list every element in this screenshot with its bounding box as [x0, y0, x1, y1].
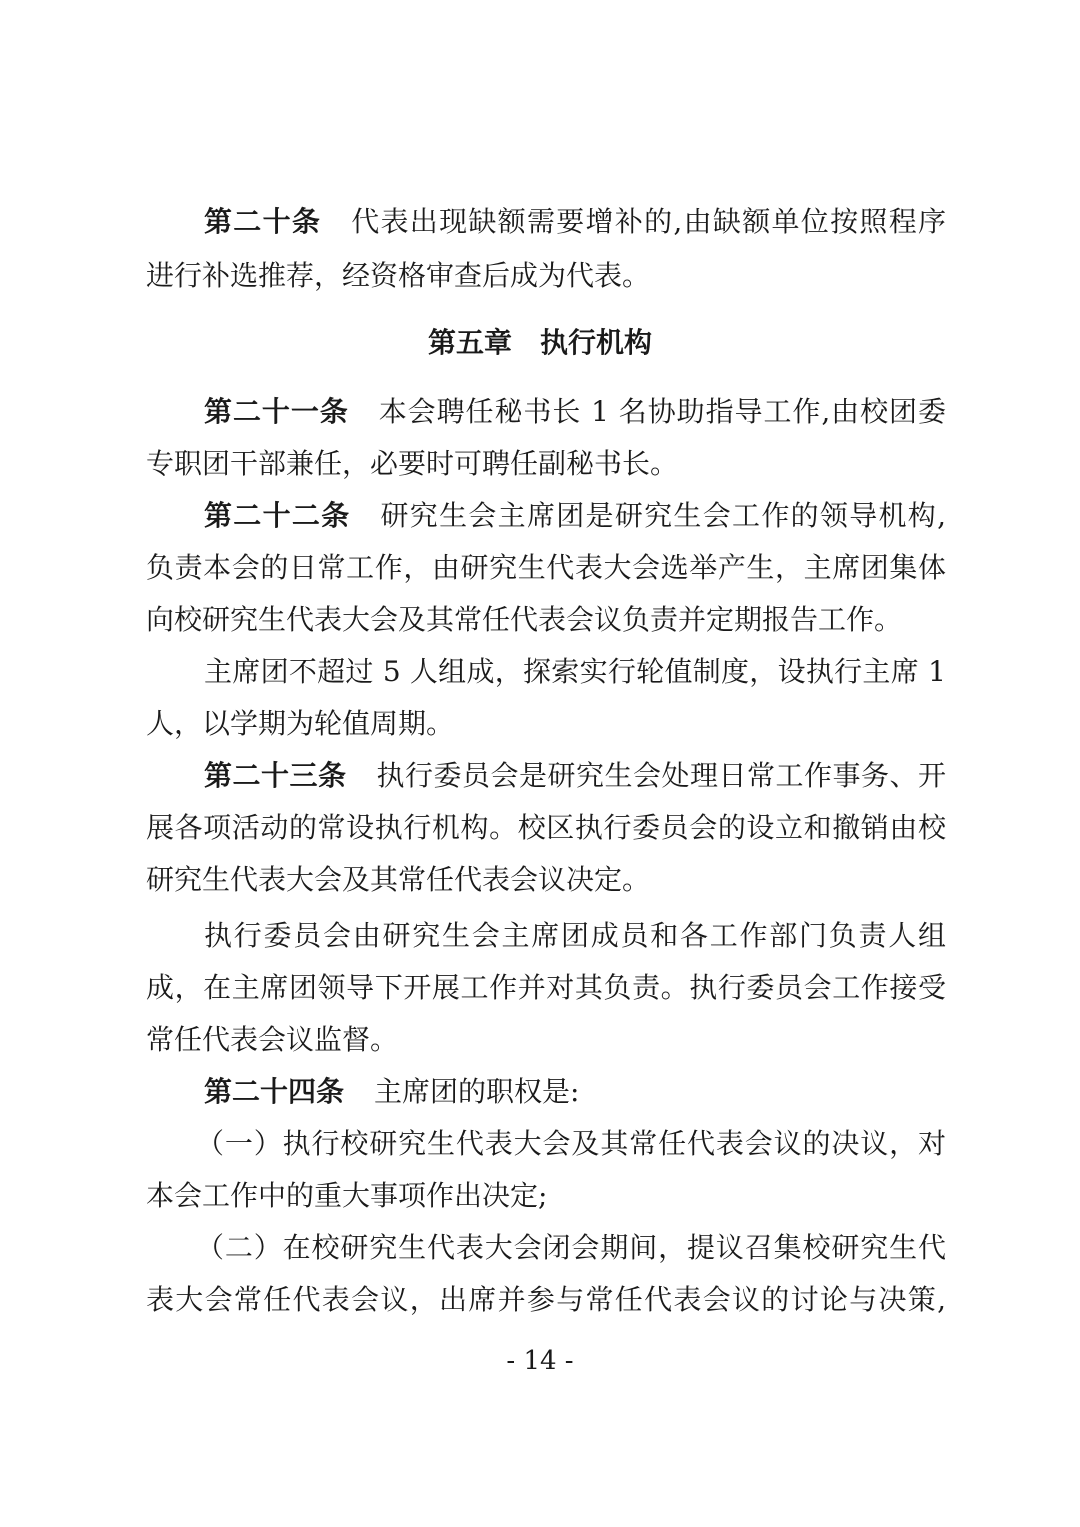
article-24-item-1-line-2: 本会工作中的重大事项作出决定;	[146, 1179, 548, 1212]
article-20-line-1	[204, 197, 946, 247]
article-23-line-2: 展各项活动的常设执行机构。校区执行委员会的设立和撤销由校	[146, 811, 946, 844]
article-23-line-3: 研究生代表大会及其常任代表会议决定。	[146, 863, 651, 896]
article-20-line-2: 进行补选推荐，经资格审查后成为代表。	[146, 259, 651, 292]
chapter-title: 执行机构	[540, 326, 653, 359]
article-22-line-1	[204, 491, 946, 541]
page-number: - 14 -	[506, 1346, 574, 1376]
article-21-line-2: 专职团干部兼任，必要时可聘任副秘书长。	[146, 447, 679, 480]
article-24-item-1-line-1: （一）执行校研究生代表大会及其常任代表会议的决议，对	[196, 1127, 946, 1160]
article-22-line-3: 向校研究生代表大会及其常任代表会议负责并定期报告工作。	[146, 603, 903, 636]
article-22-line-2: 负责本会的日常工作，由研究生代表大会选举产生，主席团集体	[146, 551, 946, 584]
article-24-text-1: 主席团的职权是:	[374, 1075, 580, 1108]
article-24-item-2-line-2: 表大会常任代表会议，出席并参与常任代表会议的讨论与决策,	[146, 1283, 946, 1316]
article-23-para-2-line-3: 常任代表会议监督。	[146, 1023, 399, 1056]
article-23-para-2-line-1: 执行委员会由研究生会主席团成员和各工作部门负责人组	[204, 919, 946, 952]
chapter-number: 第五章	[427, 326, 512, 359]
article-23-number: 第二十三条	[204, 759, 347, 792]
article-23-line-1	[204, 751, 946, 801]
article-23-text-1: 执行委员会是研究生会处理日常工作事务、开	[376, 759, 946, 792]
article-22-para-2-line-2: 人，以学期为轮值周期。	[146, 707, 455, 740]
article-21-text-1: 本会聘任秘书长 1 名协助指导工作,由校团委	[378, 395, 946, 428]
article-22-para-2-line-1: 主席团不超过 5 人组成，探索实行轮值制度，设执行主席 1	[204, 655, 946, 688]
article-23-para-2-line-2: 成，在主席团领导下开展工作并对其负责。执行委员会工作接受	[146, 971, 946, 1004]
article-24-line-1	[204, 1067, 946, 1117]
article-20-number: 第二十条	[204, 205, 322, 238]
article-22-text-1: 研究生会主席团是研究生会工作的领导机构,	[380, 499, 946, 532]
article-24-item-2-line-1: （二）在校研究生代表大会闭会期间，提议召集校研究生代	[196, 1231, 946, 1264]
article-21-line-1	[204, 387, 946, 437]
article-22-number: 第二十二条	[204, 499, 351, 532]
article-20-text-1: 代表出现缺额需要增补的,由缺额单位按照程序	[351, 205, 946, 238]
article-24-number: 第二十四条	[204, 1075, 345, 1108]
article-21-number: 第二十一条	[204, 395, 349, 428]
chapter-heading	[0, 318, 1080, 368]
